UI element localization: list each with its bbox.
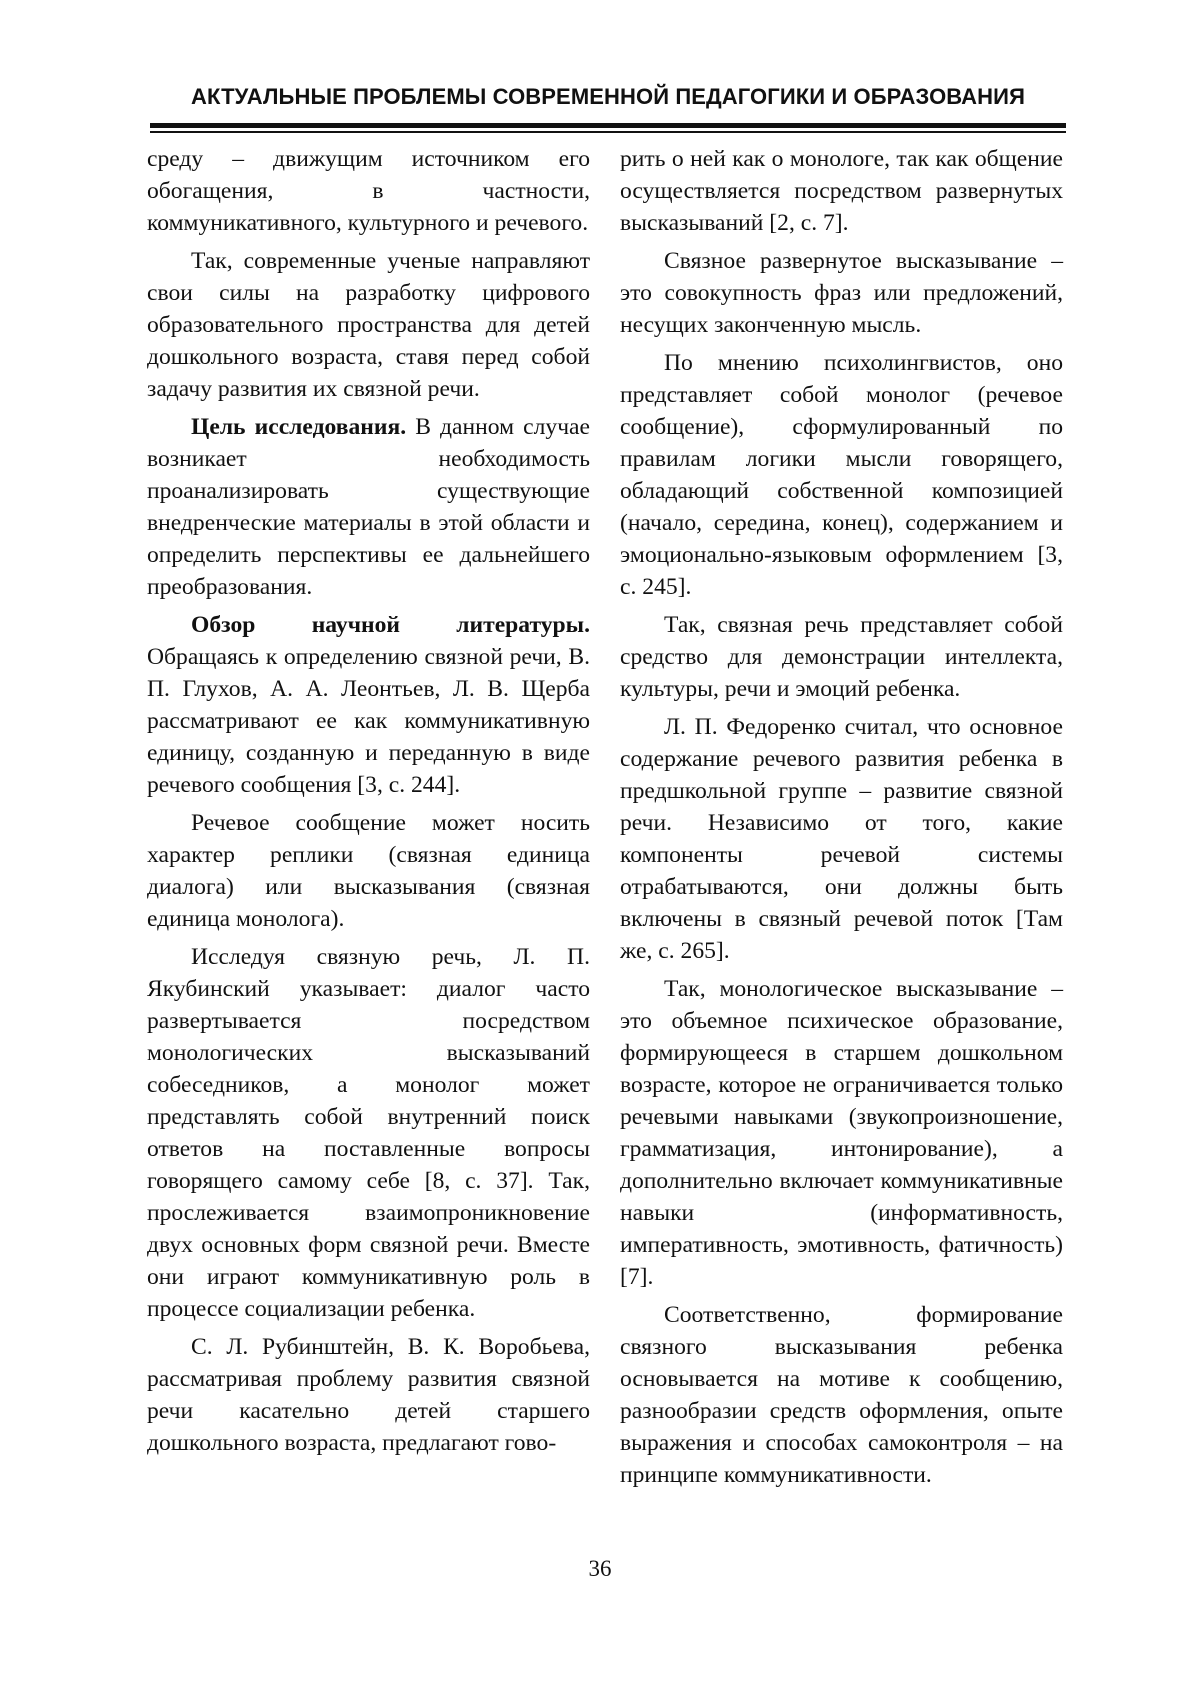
paragraph: С. Л. Рубинштейн, В. К. Воробьева, рассматривая проблему развития связной речи касательно детей старшего дошкольного возраста, предлагают гово-: [147, 1334, 590, 1456]
paragraph: Так, связная речь представляет собой средство для демонстрации интеллекта, культуры, речи и эмоций ребенка.: [620, 612, 1063, 702]
paragraph-text: Обращаясь к определению связной речи, В. П. Глухов, А. А. Леонтьев, Л. В. Щерба рассматривают ее как коммуникативную единицу, созданную и переданную в виде речевого сообщения [3, с. 244].: [147, 644, 590, 798]
paragraph: Соответственно, формирование связного высказывания ребенка основывается на мотиве к сообщению, разнообразии средств оформления, опыте выражения и способах самоконтроля – на принципе коммуникативности.: [620, 1302, 1063, 1488]
paragraph: Л. П. Федоренко считал, что основное содержание речевого развития ребенка в предшкольной группе – развитие связной речи. Независимо от того, какие компоненты речевой системы отрабатываются, они должны быть включены в связный речевой поток [Там же, с. 265].: [620, 714, 1063, 964]
paragraph: Так, монологическое высказывание – это объемное психическое образование, формирующееся в старшем дошкольном возрасте, которое не ограничивается только речевыми навыками (звукопроизношение, грамматизация, интонирование), а дополнительно включает коммуникативные навыки (информативность, императивность, эмотивность, фатичность) [7].: [620, 976, 1063, 1290]
header-rule-thick: [150, 123, 1066, 128]
paragraph: Исследуя связную речь, Л. П. Якубинский указывает: диалог часто развертывается посредством монологических высказываний собеседников, а монолог может представлять собой внутренний поиск ответов на поставленные вопросы говорящего самому себе [8, с. 37]. Так, прослеживается взаимопроникновение двух основных форм связной речи. Вместе они играют коммуникативную роль в процессе социализации ребенка.: [147, 944, 590, 1322]
header-rule-thin: [150, 131, 1066, 133]
page-number: 36: [588, 1556, 612, 1581]
paragraph: Речевое сообщение может носить характер реплики (связная единица диалога) или высказывания (связная единица монолога).: [147, 810, 590, 932]
running-header: АКТУАЛЬНЫЕ ПРОБЛЕМЫ СОВРЕМЕННОЙ ПЕДАГОГИКИ И ОБРАЗОВАНИЯ: [191, 84, 1025, 109]
paragraph: Так, современные ученые направляют свои силы на разработку цифрового образовательного пространства для детей дошкольного возраста, ставя перед собой задачу развития их связной речи.: [147, 248, 590, 402]
paragraph-text: В данном случае возникает необходимость проанализировать существующие внедренческие материалы в этой области и определить перспективы ее дальнейшего преобразования.: [147, 414, 590, 600]
paragraph: среду – движущим источником его обогащения, в частности, коммуникативного, культурного и речевого.: [147, 146, 590, 236]
left-column: [147, 143, 590, 1459]
paragraph: [147, 411, 590, 603]
paragraph: По мнению психолингвистов, оно представляет собой монолог (речевое сообщение), сформулированный по правилам логики мысли говорящего, обладающий собственной композицией (начало, середина, конец), содержанием и эмоционально-языковым оформлением [3, с. 245].: [620, 350, 1063, 600]
section-heading: Обзор научной литературы.: [191, 612, 590, 638]
paragraph: [147, 609, 590, 801]
section-heading: Цель исследования.: [191, 414, 407, 440]
right-column: [620, 143, 1063, 1491]
paragraph: Связное развернутое высказывание – это совокупность фраз или предложений, несущих законченную мысль.: [620, 248, 1063, 338]
paragraph: рить о ней как о монологе, так как общение осуществляется посредством развернутых высказываний [2, с. 7].: [620, 146, 1063, 236]
